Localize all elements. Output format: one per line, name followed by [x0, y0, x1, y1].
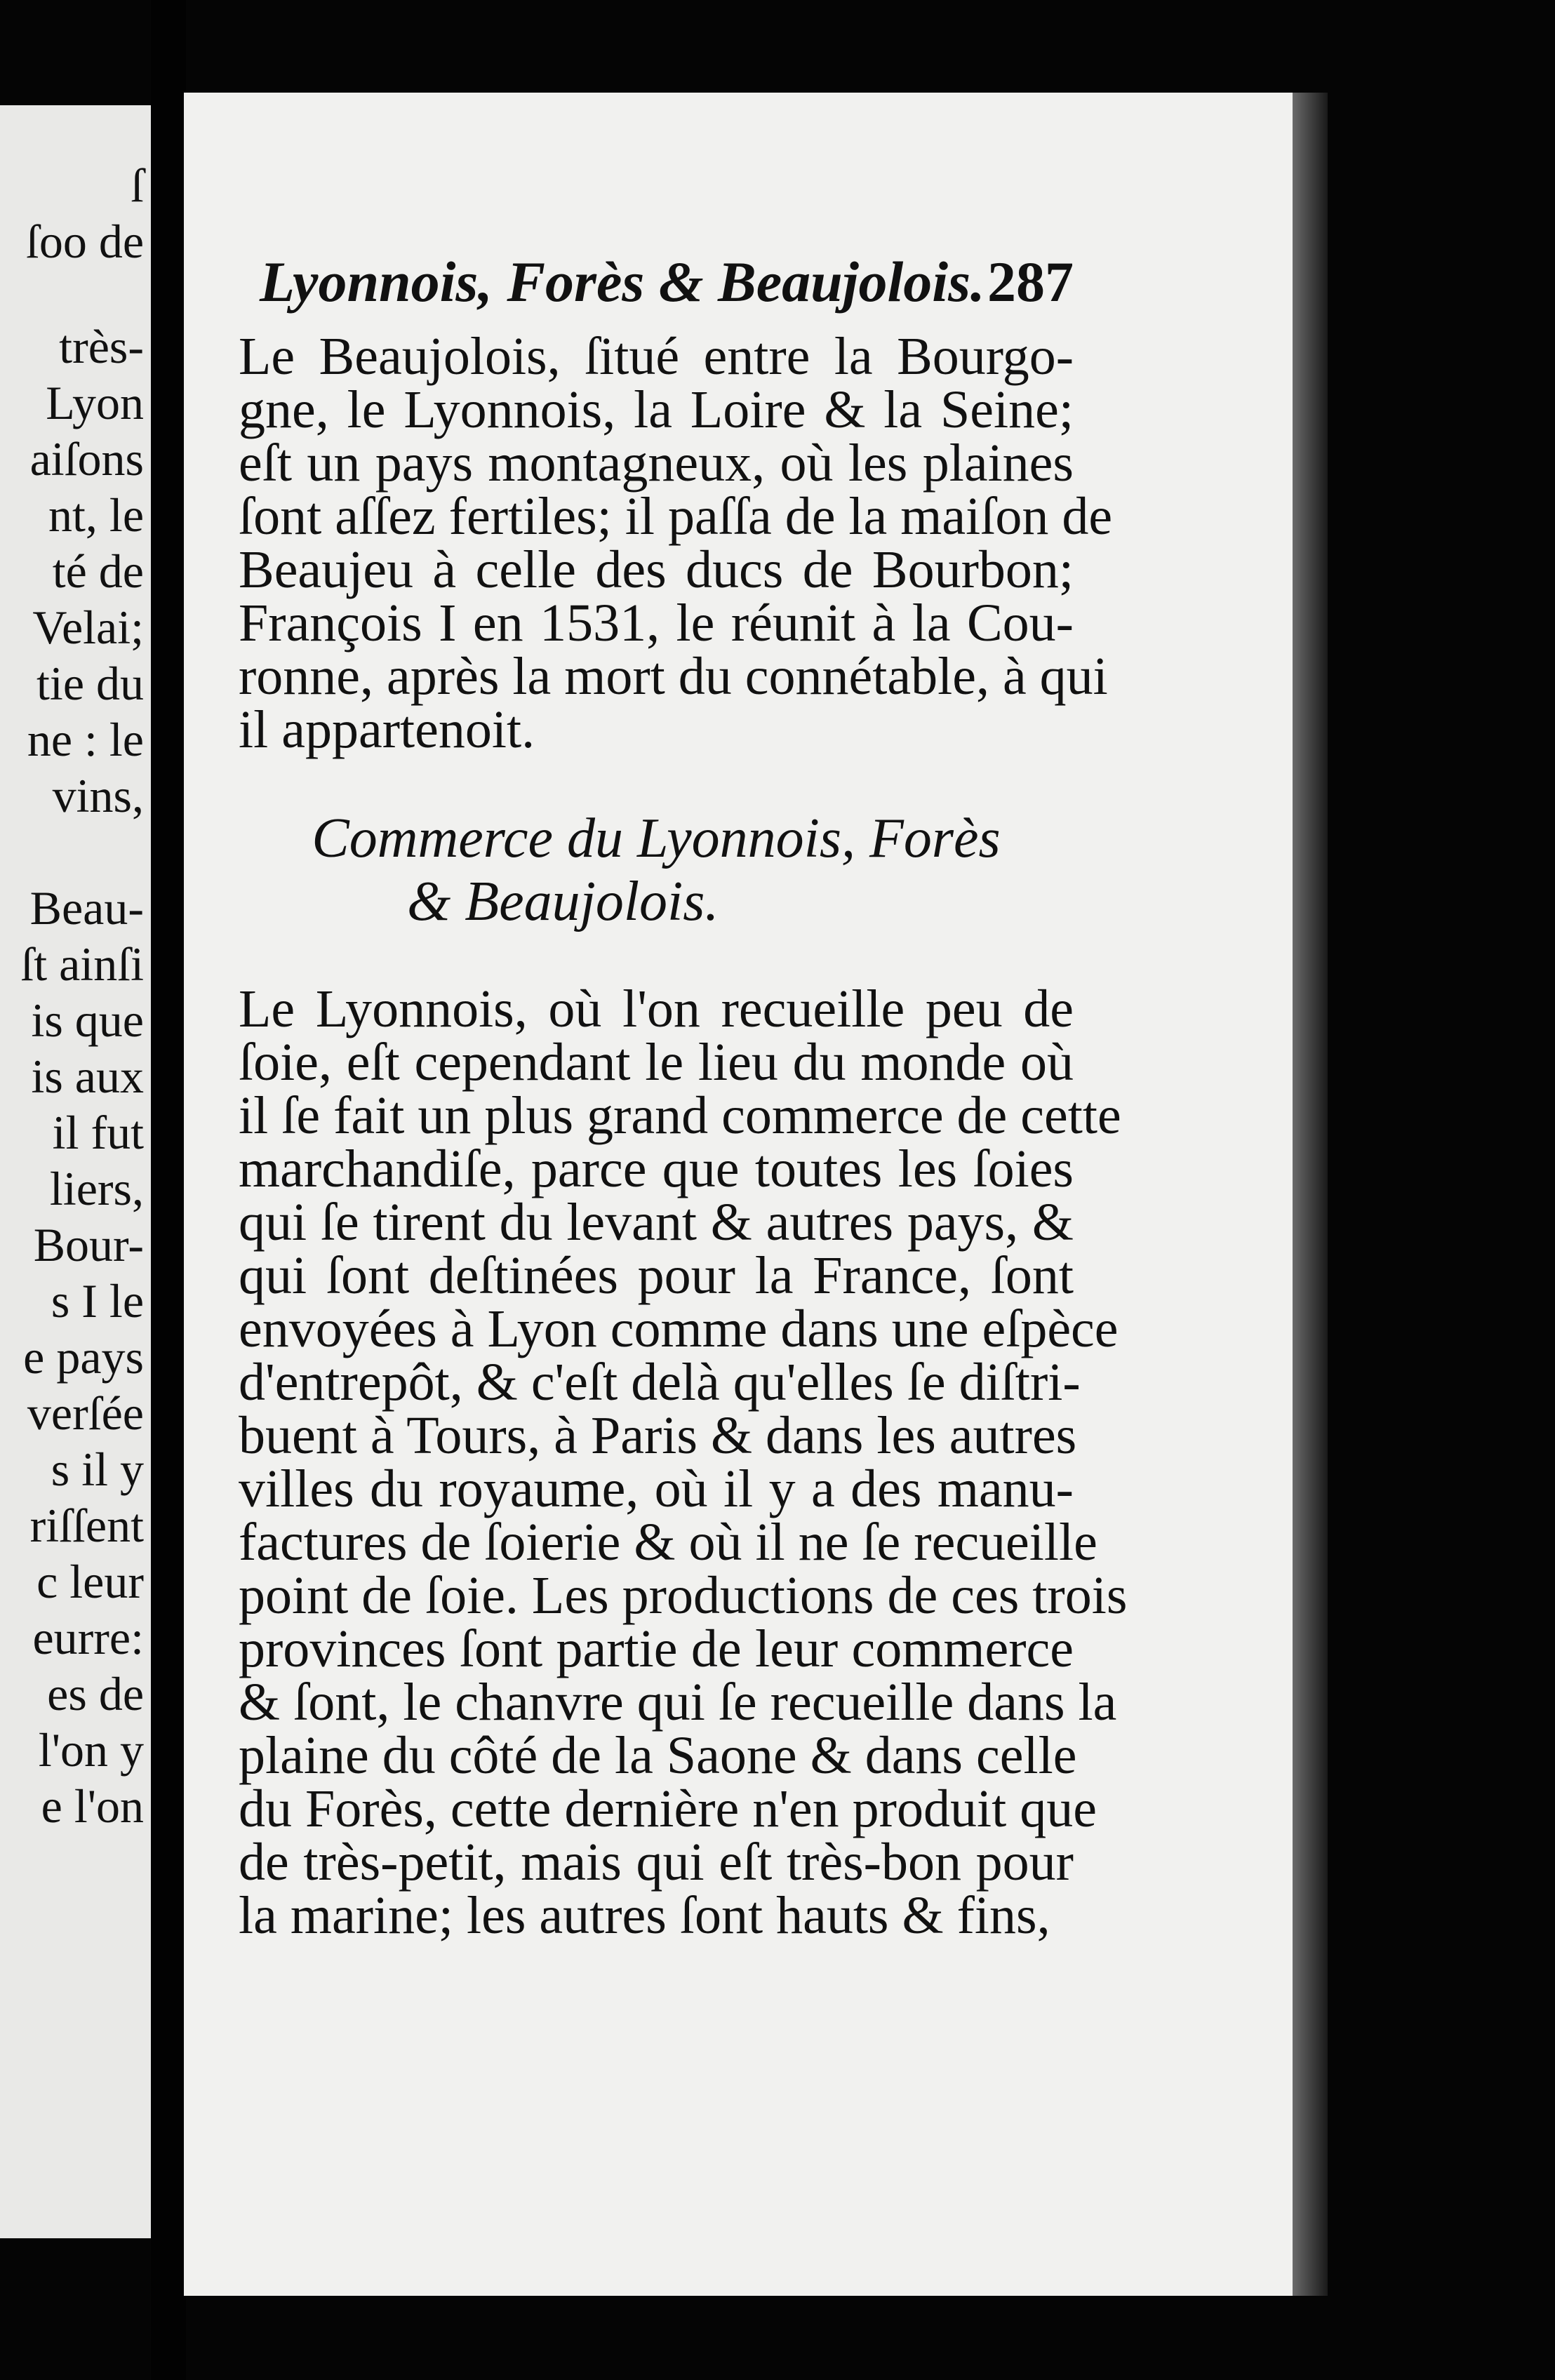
text-line: il appartenoit.: [239, 700, 535, 759]
facing-page-text: aiſons: [29, 432, 144, 486]
text-line: de très-petit, mais qui eſt très-bon pour: [239, 1833, 1074, 1892]
running-head: [260, 249, 1074, 315]
text-line: Le Lyonnois, où l'on recueille peu de: [239, 980, 1074, 1038]
text-line: buent à Tours, à Paris & dans les autres: [239, 1406, 1077, 1465]
text-line: qui ſont deſtinées pour la France, ſont: [239, 1246, 1074, 1305]
text-line: du Forès, cette dernière n'en produit que: [239, 1779, 1097, 1838]
facing-page-text: nt, le: [48, 488, 144, 542]
facing-page-text: is aux: [31, 1050, 144, 1103]
text-line: François I en 1531, le réunit à la Cou-: [239, 594, 1074, 653]
facing-page-text: ſ: [131, 159, 144, 212]
text-line: provinces ſont partie de leur commerce: [239, 1619, 1074, 1678]
text-line: ſoie, eſt cependant le lieu du monde où: [239, 1033, 1074, 1092]
text-line: gne, le Lyonnois, la Loire & la Seine;: [239, 380, 1074, 439]
facing-page-text: ſoo de: [25, 215, 144, 268]
text-line: qui ſe tirent du levant & autres pays, &: [239, 1193, 1074, 1252]
text-line: il ſe fait un plus grand commerce de cette: [239, 1086, 1121, 1145]
facing-page-text: Lyon: [46, 376, 144, 429]
text-line: factures de ſoierie & où il ne ſe recueille: [239, 1513, 1097, 1572]
facing-page-text: ſt ainſi: [20, 937, 144, 991]
facing-page-text: tie du: [36, 657, 144, 710]
text-line: envoyées à Lyon comme dans une eſpèce: [239, 1299, 1119, 1358]
text-line: la marine; les autres ſont hauts & fins,: [239, 1886, 1050, 1945]
facing-page-text: Beau-: [29, 881, 144, 935]
facing-page-text: s il y: [51, 1443, 144, 1496]
facing-page-text: eurre:: [32, 1611, 144, 1664]
text-line: & ſont, le chanvre qui ſe recueille dans la: [239, 1673, 1117, 1732]
running-head-title: Lyonnois, Forès & Beaujolois.: [260, 250, 985, 314]
page-number: 287: [987, 250, 1074, 314]
section-heading-line-2: & Beaujolois.: [407, 871, 719, 932]
text-line: Beaujeu à celle des ducs de Bourbon;: [239, 540, 1074, 599]
facing-page-text: il fut: [52, 1106, 144, 1159]
facing-page-text: Bour-: [33, 1218, 144, 1271]
paragraph-beaujolois: [239, 327, 1113, 759]
facing-page-text: liers,: [49, 1162, 144, 1215]
text-line: marchandiſe, parce que toutes les ſoies: [239, 1139, 1074, 1198]
facing-page-text: très-: [59, 320, 144, 373]
facing-page-text: té de: [52, 544, 144, 598]
facing-page-text: ne : le: [27, 713, 144, 766]
facing-page-text: vins,: [52, 769, 144, 822]
facing-page-text: riſſent: [29, 1499, 144, 1552]
facing-page-text: is que: [31, 994, 144, 1047]
section-heading-line-1: Commerce du Lyonnois, Forès: [312, 808, 1001, 869]
section-heading: [239, 807, 1074, 933]
facing-page-text: l'on y: [38, 1723, 144, 1777]
page-edge: [1293, 93, 1328, 2296]
text-line: point de ſoie. Les productions de ces trois: [239, 1566, 1128, 1625]
text-line: eſt un pays montagneux, où les plaines: [239, 434, 1074, 493]
book-gutter: [151, 0, 186, 2380]
text-line: plaine du côté de la Saone & dans celle: [239, 1726, 1077, 1785]
facing-page-fragment: [0, 105, 151, 2238]
facing-page-text: e pays: [23, 1330, 144, 1384]
text-line: ronne, après la mort du connétable, à qui: [239, 647, 1108, 706]
text-line: Le Beaujolois, ſitué entre la Bourgo-: [239, 327, 1074, 386]
facing-page-text: e l'on: [41, 1779, 144, 1833]
facing-page-text: c leur: [36, 1555, 144, 1608]
text-line: villes du royaume, où il y a des manu-: [239, 1459, 1074, 1518]
text-line: ſont aſſez fertiles; il paſſa de la maiſon de: [239, 487, 1113, 546]
text-line: d'entrepôt, & c'eſt delà qu'elles ſe diſtri-: [239, 1353, 1081, 1412]
facing-page-text: es de: [47, 1667, 144, 1720]
paragraph-commerce: [239, 980, 1128, 1945]
facing-page-text: Velai;: [32, 601, 144, 654]
facing-page-text: verſée: [27, 1386, 144, 1440]
facing-page-text: s I le: [51, 1274, 144, 1328]
